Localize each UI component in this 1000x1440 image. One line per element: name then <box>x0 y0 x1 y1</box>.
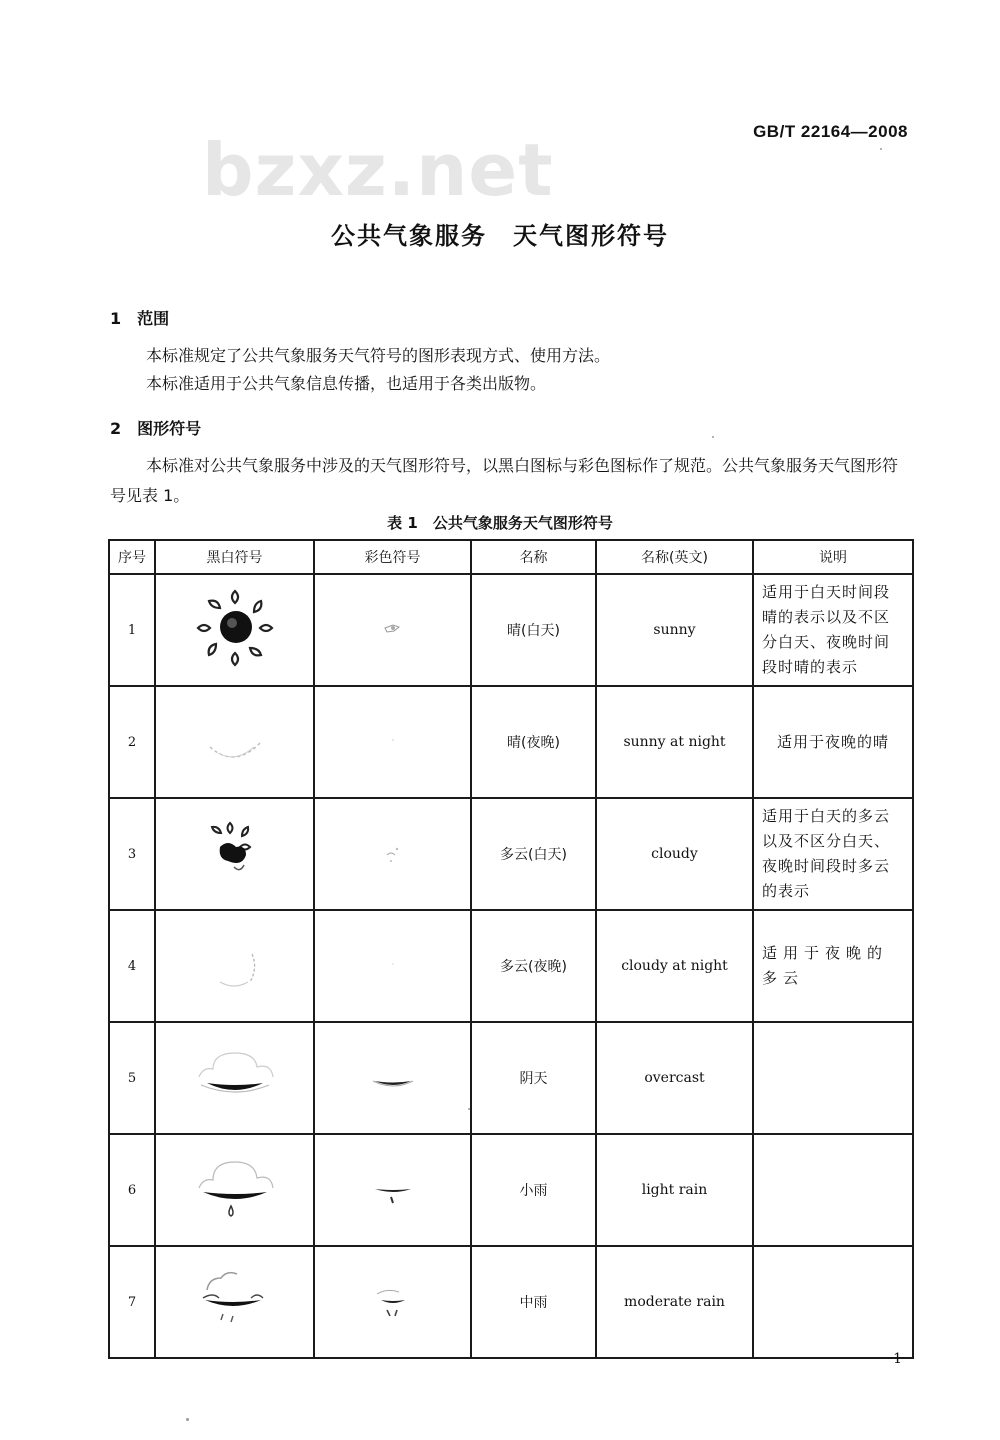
note-cell <box>753 1134 913 1246</box>
color-symbol-cell <box>314 910 471 1022</box>
color-symbol-cell <box>314 1246 471 1358</box>
bw-symbol-cell <box>155 686 314 798</box>
table-row <box>109 1134 913 1246</box>
row-number: 4 <box>109 910 155 1022</box>
note-cell <box>753 1022 913 1134</box>
note-cell: 适用于白天的多云以及不区分白天、夜晚时间段时多云的表示 <box>753 798 913 910</box>
section-heading-scope: 1 范围 <box>110 309 170 328</box>
bw-symbol-cell <box>155 910 314 1022</box>
name-cell: 晴(白天) <box>471 574 596 686</box>
table-row <box>109 1246 913 1358</box>
standard-code: GB/T 22164—2008 <box>753 122 908 141</box>
name-cell: 小雨 <box>471 1134 596 1246</box>
table-header-row <box>109 540 913 574</box>
name-cell: 中雨 <box>471 1246 596 1358</box>
moon-cloud-icon <box>190 924 280 1004</box>
page-title: 公共气象服务 天气图形符号 <box>331 222 669 250</box>
name-en-cell: light rain <box>596 1134 753 1246</box>
name-cell: 多云(白天) <box>471 798 596 910</box>
table-row <box>109 686 913 798</box>
note-cell: 适用于夜晚的晴 <box>753 686 913 798</box>
table-row <box>109 910 913 1022</box>
name-en-cell: cloudy <box>596 798 753 910</box>
paragraph-symbols: 本标准对公共气象服务中涉及的天气图形符号，以黑白图标与彩色图标作了规范。公共气象服务天气图形符号见表 1。 <box>110 456 899 505</box>
header-color-symbol: 彩色符号 <box>314 540 471 574</box>
moon-cloud-faint-icon <box>363 944 423 984</box>
sun-cloud-faint-icon <box>363 827 423 877</box>
name-cell: 阴天 <box>471 1022 596 1134</box>
note-cell <box>753 1246 913 1358</box>
scan-speck <box>880 148 882 150</box>
moon-faint-icon <box>363 720 423 760</box>
table-caption: 表 1 公共气象服务天气图形符号 <box>387 514 613 532</box>
paragraph-scope-2: 本标准适用于公共气象信息传播，也适用于各类出版物。 <box>146 374 547 393</box>
note-cell: 适用于白天时间段晴的表示以及不区分白天、夜晚时间段时晴的表示 <box>753 574 913 686</box>
header-note: 说明 <box>753 540 913 574</box>
bw-symbol-cell <box>155 798 314 910</box>
row-number: 7 <box>109 1246 155 1358</box>
name-en-cell: overcast <box>596 1022 753 1134</box>
watermark: bzxz.net <box>202 128 554 212</box>
light-rain-color-icon <box>353 1163 433 1213</box>
bw-symbol-cell <box>155 574 314 686</box>
weather-symbol-table <box>108 539 914 1359</box>
section-heading-symbols: 2 图形符号 <box>110 419 202 438</box>
overcast-cloud-color-icon <box>353 1051 433 1101</box>
moderate-rain-icon <box>185 1260 285 1340</box>
name-en-cell: sunny <box>596 574 753 686</box>
row-number: 2 <box>109 686 155 798</box>
light-rain-icon <box>185 1148 285 1228</box>
overcast-cloud-icon <box>185 1041 285 1111</box>
bw-symbol-cell <box>155 1246 314 1358</box>
table-row <box>109 574 913 686</box>
color-symbol-cell <box>314 798 471 910</box>
row-number: 1 <box>109 574 155 686</box>
scan-speck <box>468 1108 470 1110</box>
header-bw-symbol: 黑白符号 <box>155 540 314 574</box>
name-cell: 晴(夜晚) <box>471 686 596 798</box>
table-row <box>109 798 913 910</box>
bw-symbol-cell <box>155 1134 314 1246</box>
paragraph-scope-1: 本标准规定了公共气象服务天气符号的图形表现方式、使用方法。 <box>146 346 611 365</box>
name-en-cell: cloudy at night <box>596 910 753 1022</box>
header-no: 序号 <box>109 540 155 574</box>
header-name-en: 名称(英文) <box>596 540 753 574</box>
name-cell: 多云(夜晚) <box>471 910 596 1022</box>
row-number: 3 <box>109 798 155 910</box>
moderate-rain-color-icon <box>353 1270 433 1330</box>
name-en-cell: sunny at night <box>596 686 753 798</box>
color-symbol-cell <box>314 1134 471 1246</box>
table-row <box>109 1022 913 1134</box>
sun-cloud-icon <box>190 807 280 897</box>
color-symbol-cell <box>314 574 471 686</box>
bw-symbol-cell <box>155 1022 314 1134</box>
row-number: 6 <box>109 1134 155 1246</box>
name-en-cell: moderate rain <box>596 1246 753 1358</box>
moon-icon <box>190 705 280 775</box>
scan-speck <box>186 1418 189 1421</box>
note-cell: 适用于夜晚的多云 <box>753 910 913 1022</box>
row-number: 5 <box>109 1022 155 1134</box>
page-number: 1 <box>893 1351 902 1367</box>
sun-icon <box>190 583 280 673</box>
sun-faint-icon <box>363 608 423 648</box>
color-symbol-cell <box>314 686 471 798</box>
header-name: 名称 <box>471 540 596 574</box>
scan-speck <box>712 436 714 438</box>
color-symbol-cell <box>314 1022 471 1134</box>
